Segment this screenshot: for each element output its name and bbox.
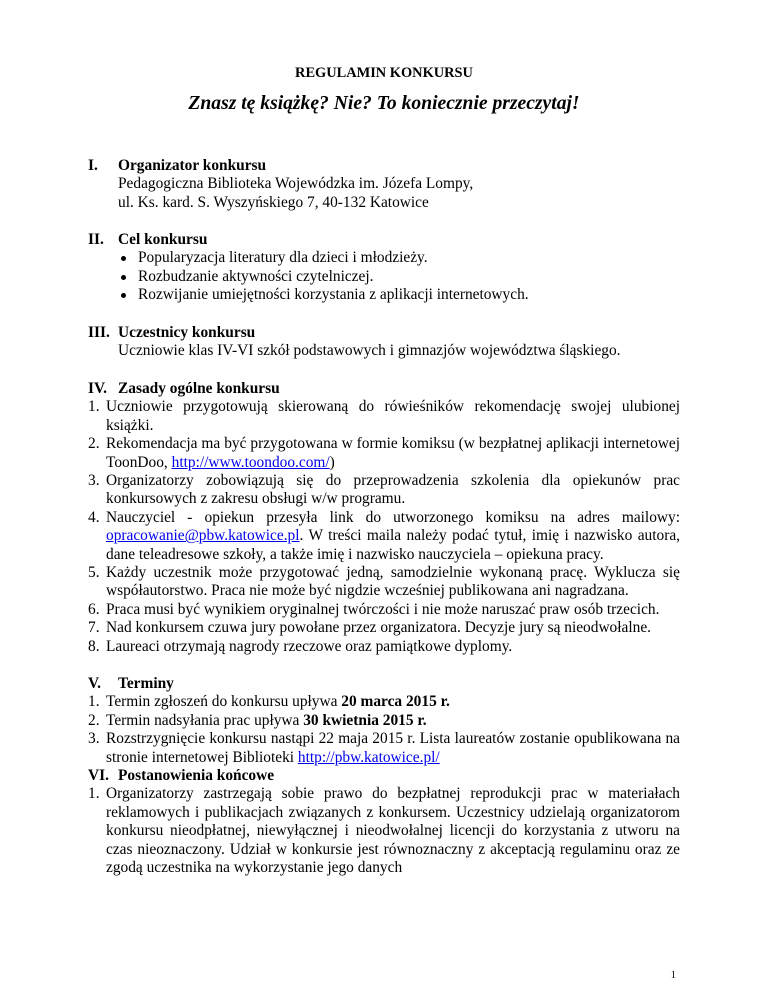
- participants-text: Uczniowie klas IV-VI szkół podstawowych i gimnazjów województwa śląskiego.: [118, 342, 621, 360]
- section-number: I.: [88, 157, 98, 174]
- section-heading: [88, 231, 680, 249]
- rules-list: [88, 398, 680, 656]
- list-item: Rozwijanie umiejętności korzystania z aplikacji internetowych.: [121, 286, 680, 304]
- section-title: Postanowienia końcowe: [118, 767, 275, 784]
- list-item: 3. Rozstrzygnięcie konkursu nastąpi 22 maja 2015 r. Lista laureatów zostanie opublikowana na stronie internetowej Biblioteki http://pbw.katowice.pl/: [88, 730, 680, 766]
- section-number: VI.: [88, 767, 109, 784]
- section-rules: [88, 380, 680, 656]
- section-number: IV.: [88, 380, 107, 397]
- submission-deadline: 30 kwietnia 2015 r.: [303, 711, 427, 729]
- list-item: 8. Laureaci otrzymają nagrody rzeczowe oraz pamiątkowe dyplomy.: [88, 637, 513, 655]
- list-item: 1. Organizatorzy zastrzegają sobie prawo do bezpłatnej reprodukcji prac w materiałach reklamowych i publikacjach związanych z konkursem. Uczestnicy udzielają organizatorom konkursu nieodpłatnej, niewyłącznej i nieodwołalnej licencji do korzystania z utworu na czas nieoznaczony. Udział w konkursie jest równoznaczny z akceptacją regulaminu oraz ze zgodą uczestnika na wykorzystanie jego danych: [88, 785, 680, 877]
- list-item: Popularyzacja literatury dla dzieci i młodzieży.: [121, 249, 680, 267]
- final-provisions-list: [88, 785, 680, 877]
- section-goals: [88, 231, 680, 305]
- list-item: 6. Praca musi być wynikiem oryginalnej twórczości i nie może naruszać praw osób trzecich.: [88, 600, 660, 618]
- section-title: Terminy: [118, 675, 174, 692]
- registration-deadline: 20 marca 2015 r.: [341, 693, 450, 711]
- section-title: Zasady ogólne konkursu: [118, 380, 280, 397]
- email-link[interactable]: opracowanie@pbw.katowice.pl: [106, 527, 300, 545]
- section-heading: [88, 324, 680, 342]
- section-title: Uczestnicy konkursu: [118, 324, 256, 341]
- section-heading: [88, 675, 680, 693]
- section-organizer: [88, 157, 680, 212]
- section-number: V.: [88, 675, 101, 692]
- section-heading: [88, 767, 680, 785]
- section-title: Cel konkursu: [118, 231, 208, 248]
- section-number: II.: [88, 231, 104, 248]
- goals-list: [88, 249, 680, 304]
- page-number: 1: [670, 970, 676, 981]
- list-item: 1. Termin zgłoszeń do konkursu upływa 20 marca 2015 r.: [88, 693, 450, 711]
- section-title: Organizator konkursu: [118, 157, 267, 174]
- list-item: Rozbudzanie aktywności czytelniczej.: [121, 268, 680, 286]
- list-item: 3. Organizatorzy zobowiązują się do przeprowadzenia szkolenia dla opiekunów prac konkursowych z zakresu obsługi w/w programu.: [88, 472, 680, 508]
- list-item: 5. Każdy uczestnik może przygotować jedną, samodzielnie wykonaną pracę. Wyklucza się współautorstwo. Praca nie może być nigdzie wcześniej publikowana ani nagradzana.: [88, 564, 680, 600]
- section-heading: [88, 380, 680, 398]
- toondoo-link[interactable]: http://www.toondoo.com/: [171, 453, 330, 471]
- list-item: 2. Termin nadsyłania prac upływa 30 kwietnia 2015 r.: [88, 711, 427, 729]
- organizer-address: ul. Ks. kard. S. Wyszyńskiego 7, 40-132 Katowice: [118, 193, 429, 211]
- library-website-link[interactable]: http://pbw.katowice.pl/: [297, 748, 440, 766]
- document-title: REGULAMIN KONKURSU: [295, 65, 473, 81]
- section-final-provisions: [88, 767, 680, 877]
- section-deadlines: [88, 675, 680, 767]
- section-participants: [88, 324, 680, 361]
- section-number: III.: [88, 324, 110, 341]
- list-item: 4. Nauczyciel - opiekun przesyła link do utworzonego komiksu na adres mailowy: opracowanie@pbw.katowice.pl. W treści maila należy podać tytuł, imię i nazwisko autora, dane teleadresowe szkoły, a także imię i nazwisko nauczyciela – opiekuna pracy.: [88, 508, 680, 563]
- organizer-name: Pedagogiczna Biblioteka Wojewódzka im. Józefa Lompy,: [118, 175, 474, 193]
- document-subtitle: Znasz tę książkę? Nie? To koniecznie przeczytaj!: [188, 93, 580, 114]
- list-item: 7. Nad konkursem czuwa jury powołane przez organizatora. Decyzje jury są nieodwołalne.: [88, 619, 652, 637]
- list-item: 2. Rekomendacja ma być przygotowana w formie komiksu (w bezpłatnej aplikacji internetowej ToonDoo, http://www.toondoo.com/): [88, 435, 680, 471]
- deadlines-list: [88, 693, 680, 767]
- section-heading: [88, 157, 680, 175]
- list-item: 1. Uczniowie przygotowują skierowaną do rówieśników rekomendację swojej ulubionej książki.: [88, 398, 680, 434]
